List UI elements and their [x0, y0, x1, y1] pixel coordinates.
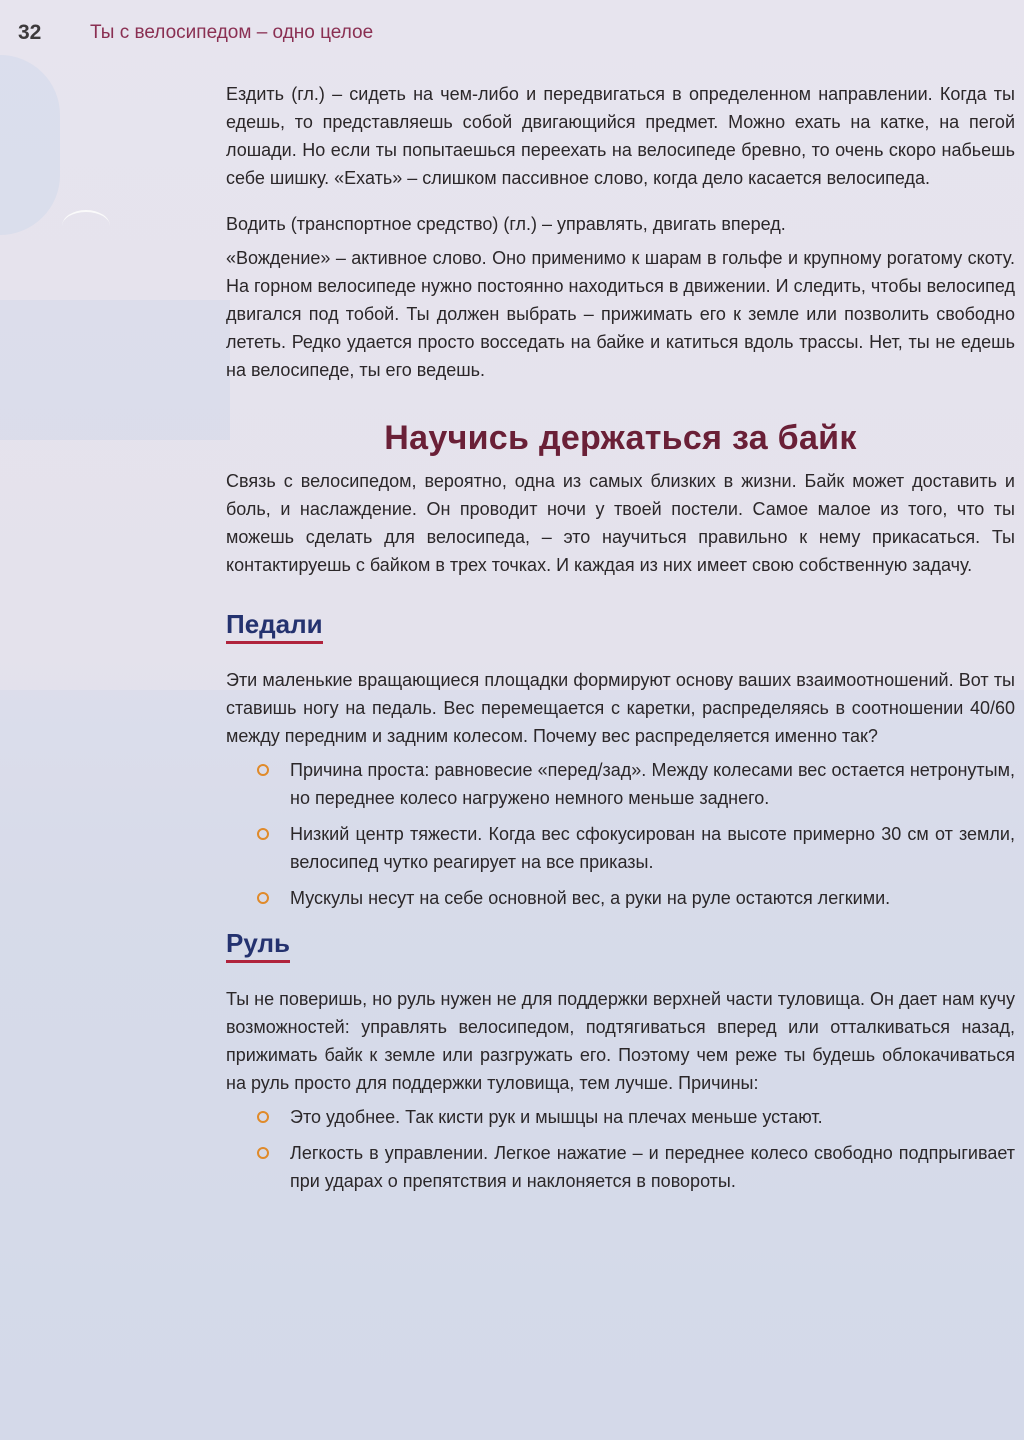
bullet-circle-icon — [257, 828, 269, 840]
running-title: Ты с велосипедом – одно целое — [90, 22, 374, 43]
handlebar-paragraph: Ты не поверишь, но руль нужен не для поддержки верхней части туловища. Он дает нам кучу возможностей: управлять велосипедом, подтягиваться вперед или отталкиваться назад, прижимать байк к земле или разгружать его. Поэтому чем реже ты будешь облокачиваться на руль просто для поддержки туловища, тем лучше. Причины: — [226, 989, 1015, 1093]
background-shape — [0, 55, 60, 235]
bullet-circle-icon — [257, 1111, 269, 1123]
intro-paragraph: Ездить (гл.) – сидеть на чем-либо и передвигаться в определенном направлении. Когда ты едешь, то представляешь собой двигающийся предмет. Можно ехать на катке, на пегой лошади. Но если ты попытаешься переехать на велосипеде бревно, то очень скоро набьешь себе шишку. «Ехать» – слишком пассивное слово, когда дело касается велосипеда. — [226, 84, 1015, 188]
intro-paragraph: «Вождение» – активное слово. Оно применимо к шарам в гольфе и крупному рогатому скоту. На горном велосипеде нужно постоянно находиться в движении. И следить, чтобы велосипед двигался под тобой. Ты должен выбрать – прижимать его к земле или позволить свободно лететь. Редко удается просто восседать на байке и катиться вдоль трассы. Нет, ты не едешь на велосипеде, ты его ведешь. — [226, 248, 1015, 380]
subheading-pedals: Педали — [226, 607, 323, 644]
pedals-paragraph: Эти маленькие вращающиеся площадки формируют основу ваших взаимоотношений. Вот ты ставишь ногу на педаль. Вес перемещается с каретки, распределяясь в соотношении 40/60 между передним и задним колесом. Почему вес распределяется именно так? — [226, 670, 1015, 746]
pedals-list — [226, 756, 1015, 912]
list-item-text: Мускулы несут на себе основной вес, а руки на руле остаются легкими. — [290, 888, 891, 908]
page-content — [226, 80, 1015, 1203]
list-item-text: Легкость в управлении. Легкое нажатие – и переднее колесо свободно подпрыгивает при ударах о препятствия и наклоняется в повороты. — [290, 1143, 1015, 1191]
page-header — [18, 22, 1024, 44]
bullet-circle-icon — [257, 764, 269, 776]
background-arc — [62, 210, 110, 242]
section-title: Научись держаться за байк — [384, 419, 857, 457]
bullet-circle-icon — [257, 892, 269, 904]
list-item-text: Причина проста: равновесие «перед/зад». Между колесами вес остается нетронутым, но переднее колесо нагружено немного меньше заднего. — [290, 760, 1015, 808]
list-item — [290, 756, 1015, 812]
list-item — [290, 884, 1015, 912]
list-item-text: Низкий центр тяжести. Когда вес сфокусирован на высоте примерно 30 см от земли, велосипед чутко реагирует на все приказы. — [290, 824, 1015, 872]
page-number: 32 — [18, 21, 42, 44]
intro-paragraph: Водить (транспортное средство) (гл.) – управлять, двигать вперед. — [226, 214, 786, 234]
section-intro: Связь с велосипедом, вероятно, одна из самых близких в жизни. Байк может доставить и боль, и наслаждение. Он проводит ночи у твоей постели. Самое малое из того, что ты можешь сделать для велосипеда, – это научиться правильно к нему прикасаться. Ты контактируешь с байком в трех точках. И каждая из них имеет свою собственную задачу. — [226, 471, 1015, 575]
subheading-handlebar: Руль — [226, 926, 290, 963]
handlebar-list — [226, 1103, 1015, 1195]
list-item — [290, 1103, 1015, 1131]
background-shape — [0, 300, 230, 440]
list-item — [290, 1139, 1015, 1195]
list-item — [290, 820, 1015, 876]
bullet-circle-icon — [257, 1147, 269, 1159]
list-item-text: Это удобнее. Так кисти рук и мышцы на плечах меньше устают. — [290, 1107, 823, 1127]
